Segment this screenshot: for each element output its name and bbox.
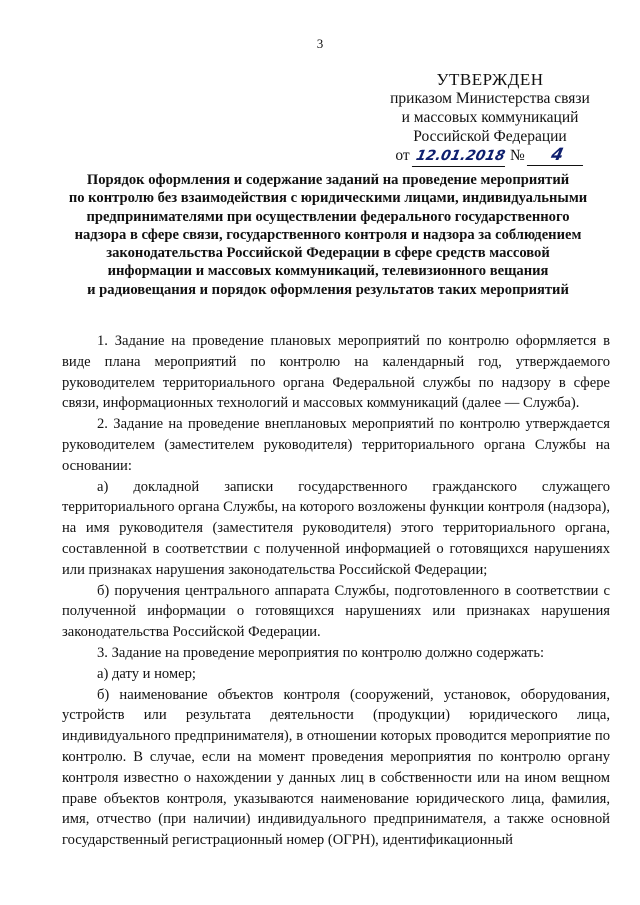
- approval-date-line: [380, 146, 600, 167]
- title-line: информации и массовых коммуникаций, телевизионного вещания: [107, 263, 549, 280]
- date-prefix: от: [395, 147, 410, 164]
- paragraph: б) поручения центрального аппарата Службы, подготовленного в соответствии с полученной информации о готовящихся нарушениях или признаках нарушения законодательства Российской Федерации.: [62, 582, 610, 641]
- approval-line: приказом Министерства связи: [390, 90, 590, 107]
- approval-block: [380, 70, 600, 167]
- title-line: по контролю без взаимодействия с юридическими лицами, индивидуальными: [68, 190, 588, 207]
- document-body: [62, 331, 610, 851]
- title-line: Порядок оформления и содержание заданий на проведение мероприятий: [86, 172, 570, 188]
- handwritten-number: 4: [527, 146, 587, 166]
- page-number: 3: [316, 36, 324, 51]
- paragraph: 2. Задание на проведение внеплановых мероприятий по контролю утверждается руководителем (заместителем руководителя) территориального органа Службы на основании:: [62, 416, 610, 474]
- paragraph: 3. Задание на проведение мероприятия по контролю должно содержать:: [97, 644, 545, 661]
- number-prefix: №: [509, 147, 525, 164]
- title-line: и радиовещания и порядок оформления результатов таких мероприятий: [87, 281, 569, 298]
- paragraph: а) дату и номер;: [97, 665, 196, 682]
- approval-title: УТВЕРЖДЕН: [436, 70, 544, 89]
- handwritten-date: 12.01.2018: [411, 147, 508, 167]
- paragraph: а) докладной записки государственного гражданского служащего территориального органа Службы, на которого возложены функции контроля (надзора), на имя руководителя (заместителя руководителя) этого территориального органа, составленной в соответствии с полученной информацией о готовящихся нарушениях или признаках нарушения законодательства Российской Федерации;: [62, 478, 610, 578]
- approval-line: Российской Федерации: [413, 128, 567, 145]
- paragraph: 1. Задание на проведение плановых мероприятий по контролю оформляется в виде плана мероприятий по контролю на календарный год, утверждаемого руководителем территориального органа Федеральной службы по надзору в сфере связи, информационных технологий и массовых коммуникаций (далее — Служба).: [62, 333, 610, 412]
- paragraph: б) наименование объектов контроля (сооружений, установок, оборудования, устройств или результата деятельности (продукции) юридического лица, индивидуального предпринимателя), в отношении которых проводится мероприятие по контролю. В случае, если на момент проведения мероприятия по контролю органу контроля известно о нахождении у данных лиц в собственности или на ином вещном праве объектов контроля, указываются наименование юридического лица, фамилия, имя, отчество (при наличии) индивидуального предпринимателя, а также основной государственный регистрационный номер (ОГРН), идентификационный: [62, 686, 610, 849]
- title-line: надзора в сфере связи, государственного контроля и надзора за соблюдением: [74, 226, 582, 243]
- document-title: [48, 171, 608, 299]
- approval-line: и массовых коммуникаций: [401, 109, 579, 126]
- title-line: законодательства Российской Федерации в сфере средств массовой: [106, 245, 550, 262]
- title-line: предпринимателями при осуществлении федерального государственного: [86, 208, 570, 225]
